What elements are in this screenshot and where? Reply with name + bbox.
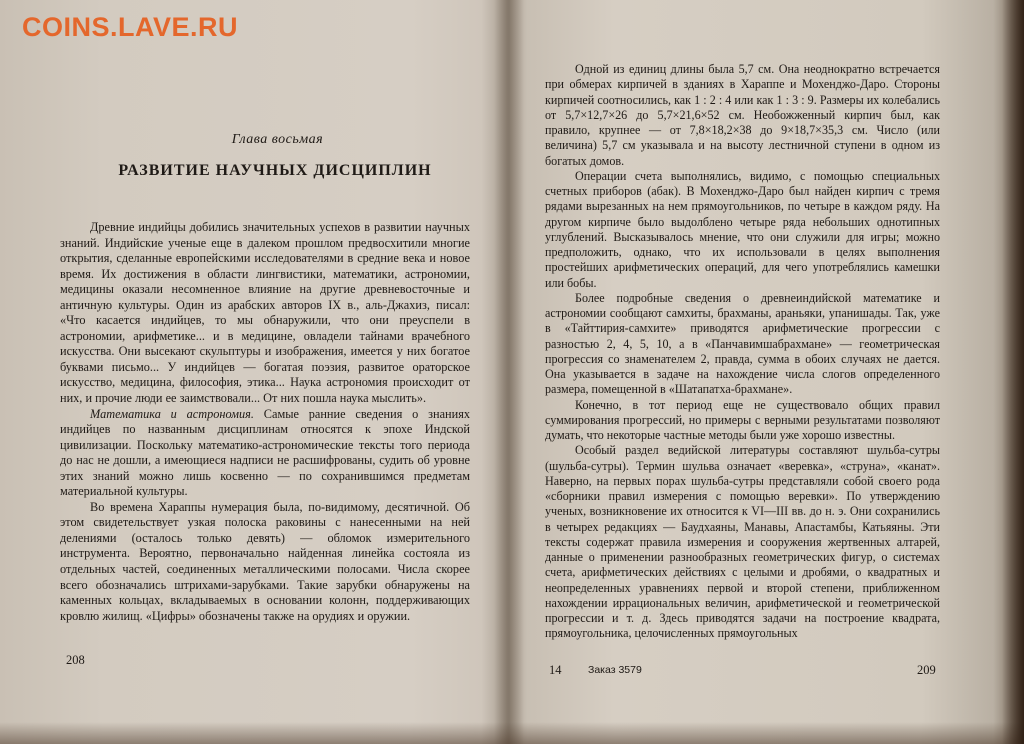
- paragraph: [60, 407, 470, 500]
- paragraph: Операции счета выполнялись, видимо, с помощью специальных счетных приборов (абак). В Мохенджо-Даро был найден кирпич с тремя рядами вырезанных на нем прямоугольников, по четыре в каждом ряду. На другом кирпиче было выдолблено четыре ряда небольших однотипных углублений. Высказывалось мнение, что они служили для игры; можно предположить, однако, что их использовали в целях выполнения простейших арифметических операций, для чего употреблялись камешки или бобы.: [545, 168, 940, 290]
- signature-number: 14: [549, 663, 562, 677]
- right-page: [545, 62, 940, 642]
- book-gutter: [494, 0, 524, 744]
- site-watermark: COINS.LAVE.RU: [22, 12, 239, 42]
- paragraph-text: Самые ранние сведения о знаниях индийцев по названным дисциплинам относятся к эпохе Индской цивилизации. Поскольку математико-астрономические тексты того периода до нас не дошли, а имеющиеся надписи не расшифрованы, судить об уровне этих знаний можно лишь косвенно — по сохранившимся предметам материальной культуры.: [60, 406, 470, 499]
- section-subhead: Математика и астрономия.: [90, 406, 254, 421]
- paragraph: Во времена Хараппы нумерация была, по-видимому, десятичной. Об этом свидетельствует узкая полоска раковины с нанесенными на ней делениями (осталось только девять) — обломок измерительного инструмента. Вероятно, первоначально найденная линейка состояла из отдельных частей, соединенных металлическими полосами. Числа скорее всего обозначались штрихами-зарубками. Такие зарубки обнаружены на каменных кольцах, вкладываемых в основании колонн, поддерживающих кровлю жилищ. «Цифры» обозначены также на орудиях и оружии.: [60, 499, 470, 623]
- page-number-left: 208: [66, 653, 85, 667]
- paragraph: Древние индийцы добились значительных успехов в развитии научных знаний. Индийские ученые еще в далеком прошлом предвосхитили многие открытия, сделанные европейскими исследователями в средние века и новое время. Их достижения в области лингвистики, математики, астрономии, медицины оказали несомненное влияние на другие древневосточные и античную культуры. Один из арабских авторов IX в., аль-Джахиз, писал: «Что касается индийцев, то мы обнаружили, что они преуспели в астрономии, арифметике... и в медицине, овладели тайнами врачебного искусства. Они высекают скульптуры и изображения, имеется у них богатое буквами письмо... У индийцев — богатая поэзия, развитое ораторское искусство, медицина, философия, этика... Наука астрономия происходит от них, и прочие люди ее заимствовали... От них пошла наука мыслить».: [60, 220, 470, 406]
- paragraph: Особый раздел ведийской литературы составляют шульба-сутры (шульба-сутры). Термин шульва означает «веревка», «струна», «канат». Наверно, на первых порах шульба-сутры представляли собой своего рода «сборники правил измерения с помощью веревки». По утверждению ученых, возникновение их относится к VI—III вв. до н. э. Они сохранились в четырех редакциях — Баудхаяны, Манавы, Апастамбы, Катьяяны. Эти тексты содержат правила измерения и сооружения жертвенных алтарей, данные о применении разнообразных геометрических фигур, о системах счета, арифметических действиях с целыми и дробями, о квадратных и неопределенных уравнениях первой и второй степени, приближенном нахождении иррациональных величин, арифметической и геометрической прогрессии и т. д. Здесь приводятся задачи на построение квадрата, прямоугольника, целочисленных прямоугольных: [545, 443, 940, 641]
- page-edge-shadow: [0, 722, 1024, 744]
- print-order-mark: Заказ 3579: [588, 664, 642, 676]
- left-page-body: [60, 220, 470, 624]
- chapter-label: Глава восьмая: [231, 132, 324, 147]
- paragraph: Одной из единиц длины была 5,7 см. Она неоднократно встречается при обмерах кирпичей в зданиях в Хараппе и Мохенджо-Даро. Стороны кирпичей соотносились, как 1 : 2 : 4 или как 1 : 3 : 9. Размеры их колебались от 5,7×12,7×26 до 5,7×21,6×52 см. Необожженный кирпич был, как правило, крупнее — от 7,8×18,2×38 до 9×18,7×35,3 см. Число (или величина) 5,7 см указывала и на высоту лестничной ступени в одном из богатых домов.: [545, 62, 940, 168]
- book-edge-shadow: [1002, 0, 1024, 744]
- paragraph: Конечно, в тот период еще не существовало общих правил суммирования прогрессий, но примеры с верными результатами позволяют думать, что некоторые частные методы были уже хорошо известны.: [545, 397, 940, 442]
- left-page: [60, 132, 470, 624]
- paragraph: Более подробные сведения о древнеиндийской математике и астрономии сообщают самхиты, брахманы, араньяки, упанишады. Так, уже в «Тайттирия-самхите» приводятся арифметические прогрессии с разностью 2, 4, 5, 10, а в «Панчавимшабрахмане» — геометрическая прогрессия со знаменателем 2, правда, сумма в обоих случаях не дается. Она указывается в задаче на нахождение числа слогов определенного размера, помещенной в «Шатапатха-брахмане».: [545, 290, 940, 397]
- page-number-right: 209: [917, 663, 936, 677]
- chapter-title: РАЗВИТИЕ НАУЧНЫХ ДИСЦИПЛИН: [118, 162, 432, 179]
